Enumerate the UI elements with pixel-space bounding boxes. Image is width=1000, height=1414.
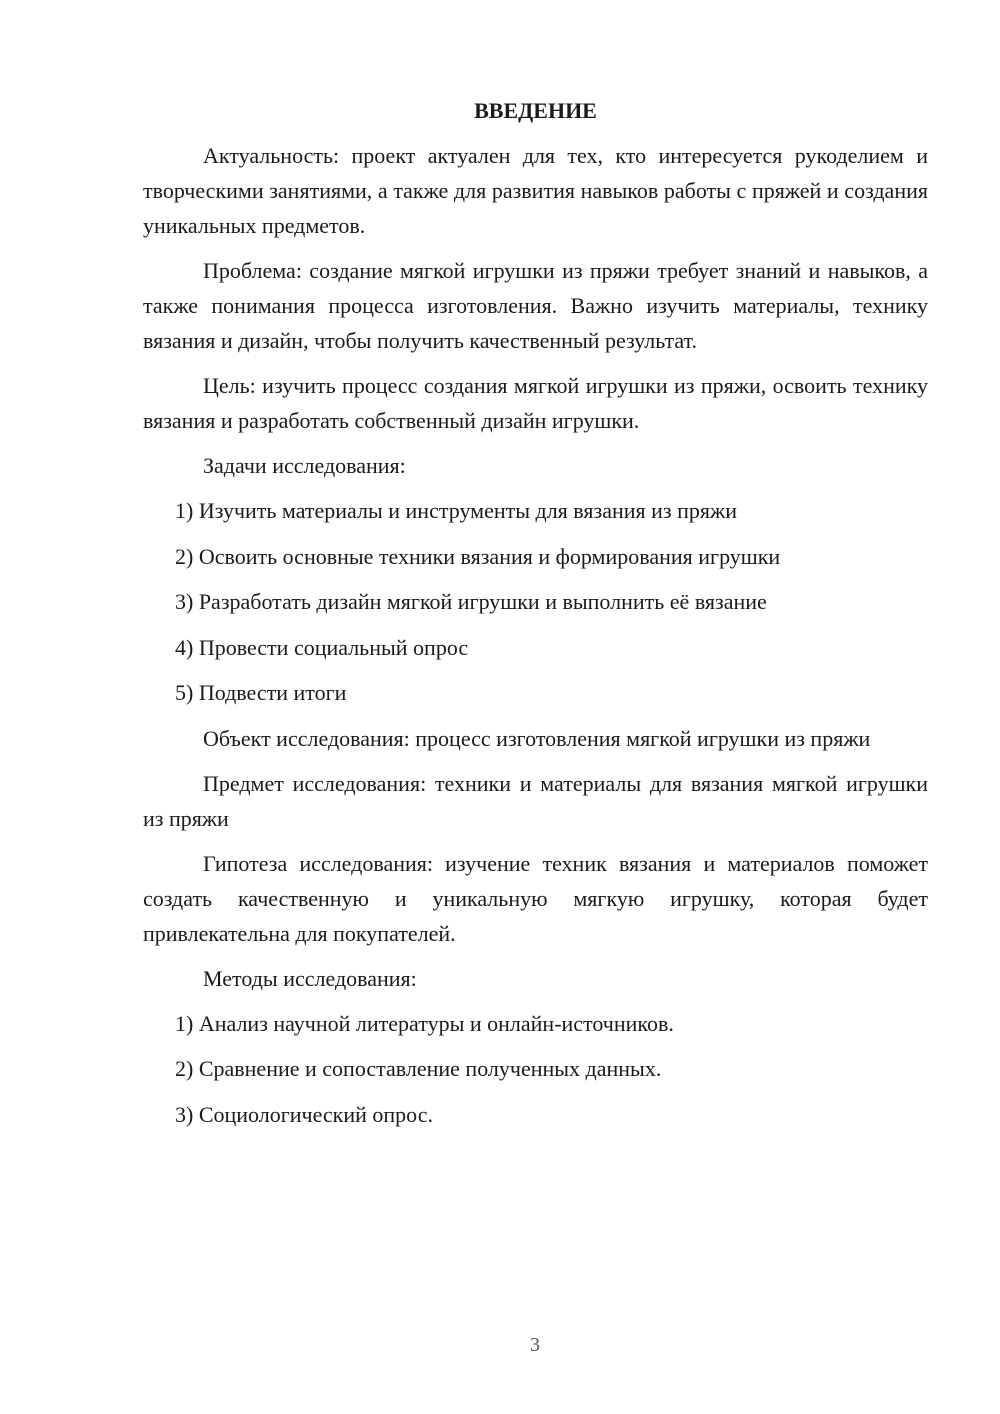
tasks-list	[143, 493, 928, 710]
goal-paragraph: Цель: изучить процесс создания мягкой игрушки из пряжи, освоить технику вязания и разработать собственный дизайн игрушки.	[143, 373, 928, 433]
list-item: 2) Сравнение и сопоставление полученных данных.	[175, 1056, 662, 1081]
problem-paragraph: Проблема: создание мягкой игрушки из пряжи требует знаний и навыков, а также понимания процесса изготовления. Важно изучить материалы, технику вязания и дизайн, чтобы получить качественный результат.	[143, 258, 928, 353]
subject-paragraph: Предмет исследования: техники и материалы для вязания мягкой игрушки из пряжи	[143, 770, 928, 831]
list-item: 3) Разработать дизайн мягкой игрушки и выполнить её вязание	[175, 589, 767, 614]
list-item: 2) Освоить основные техники вязания и формирования игрушки	[175, 543, 781, 569]
methods-label: Методы исследования:	[203, 965, 417, 991]
list-item: 1) Анализ научной литературы и онлайн-источников.	[175, 1010, 674, 1036]
list-item: 4) Провести социальный опрос	[175, 634, 469, 660]
list-item: 1) Изучить материалы и инструменты для вязания из пряжи	[175, 498, 737, 523]
page-content	[143, 94, 928, 1142]
list-item: 5) Подвести итоги	[175, 680, 347, 705]
page-number: 3	[530, 1334, 540, 1356]
methods-list	[143, 1006, 928, 1132]
hypothesis-paragraph: Гипотеза исследования: изучение техник вязания и материалов поможет создать качественную и уникальную мягкую игрушку, которая будет привлекательна для покупателей.	[143, 850, 928, 946]
list-item: 3) Социологический опрос.	[175, 1101, 433, 1127]
object-paragraph: Объект исследования: процесс изготовления мягкой игрушки из пряжи	[203, 725, 871, 751]
tasks-label: Задачи исследования:	[203, 453, 406, 478]
section-title: ВВЕДЕНИЕ	[474, 98, 597, 123]
relevance-paragraph: Актуальность: проект актуален для тех, кто интересуется рукоделием и творческими занятиями, а также для развития навыков работы с пряжей и создания уникальных предметов.	[143, 143, 928, 238]
